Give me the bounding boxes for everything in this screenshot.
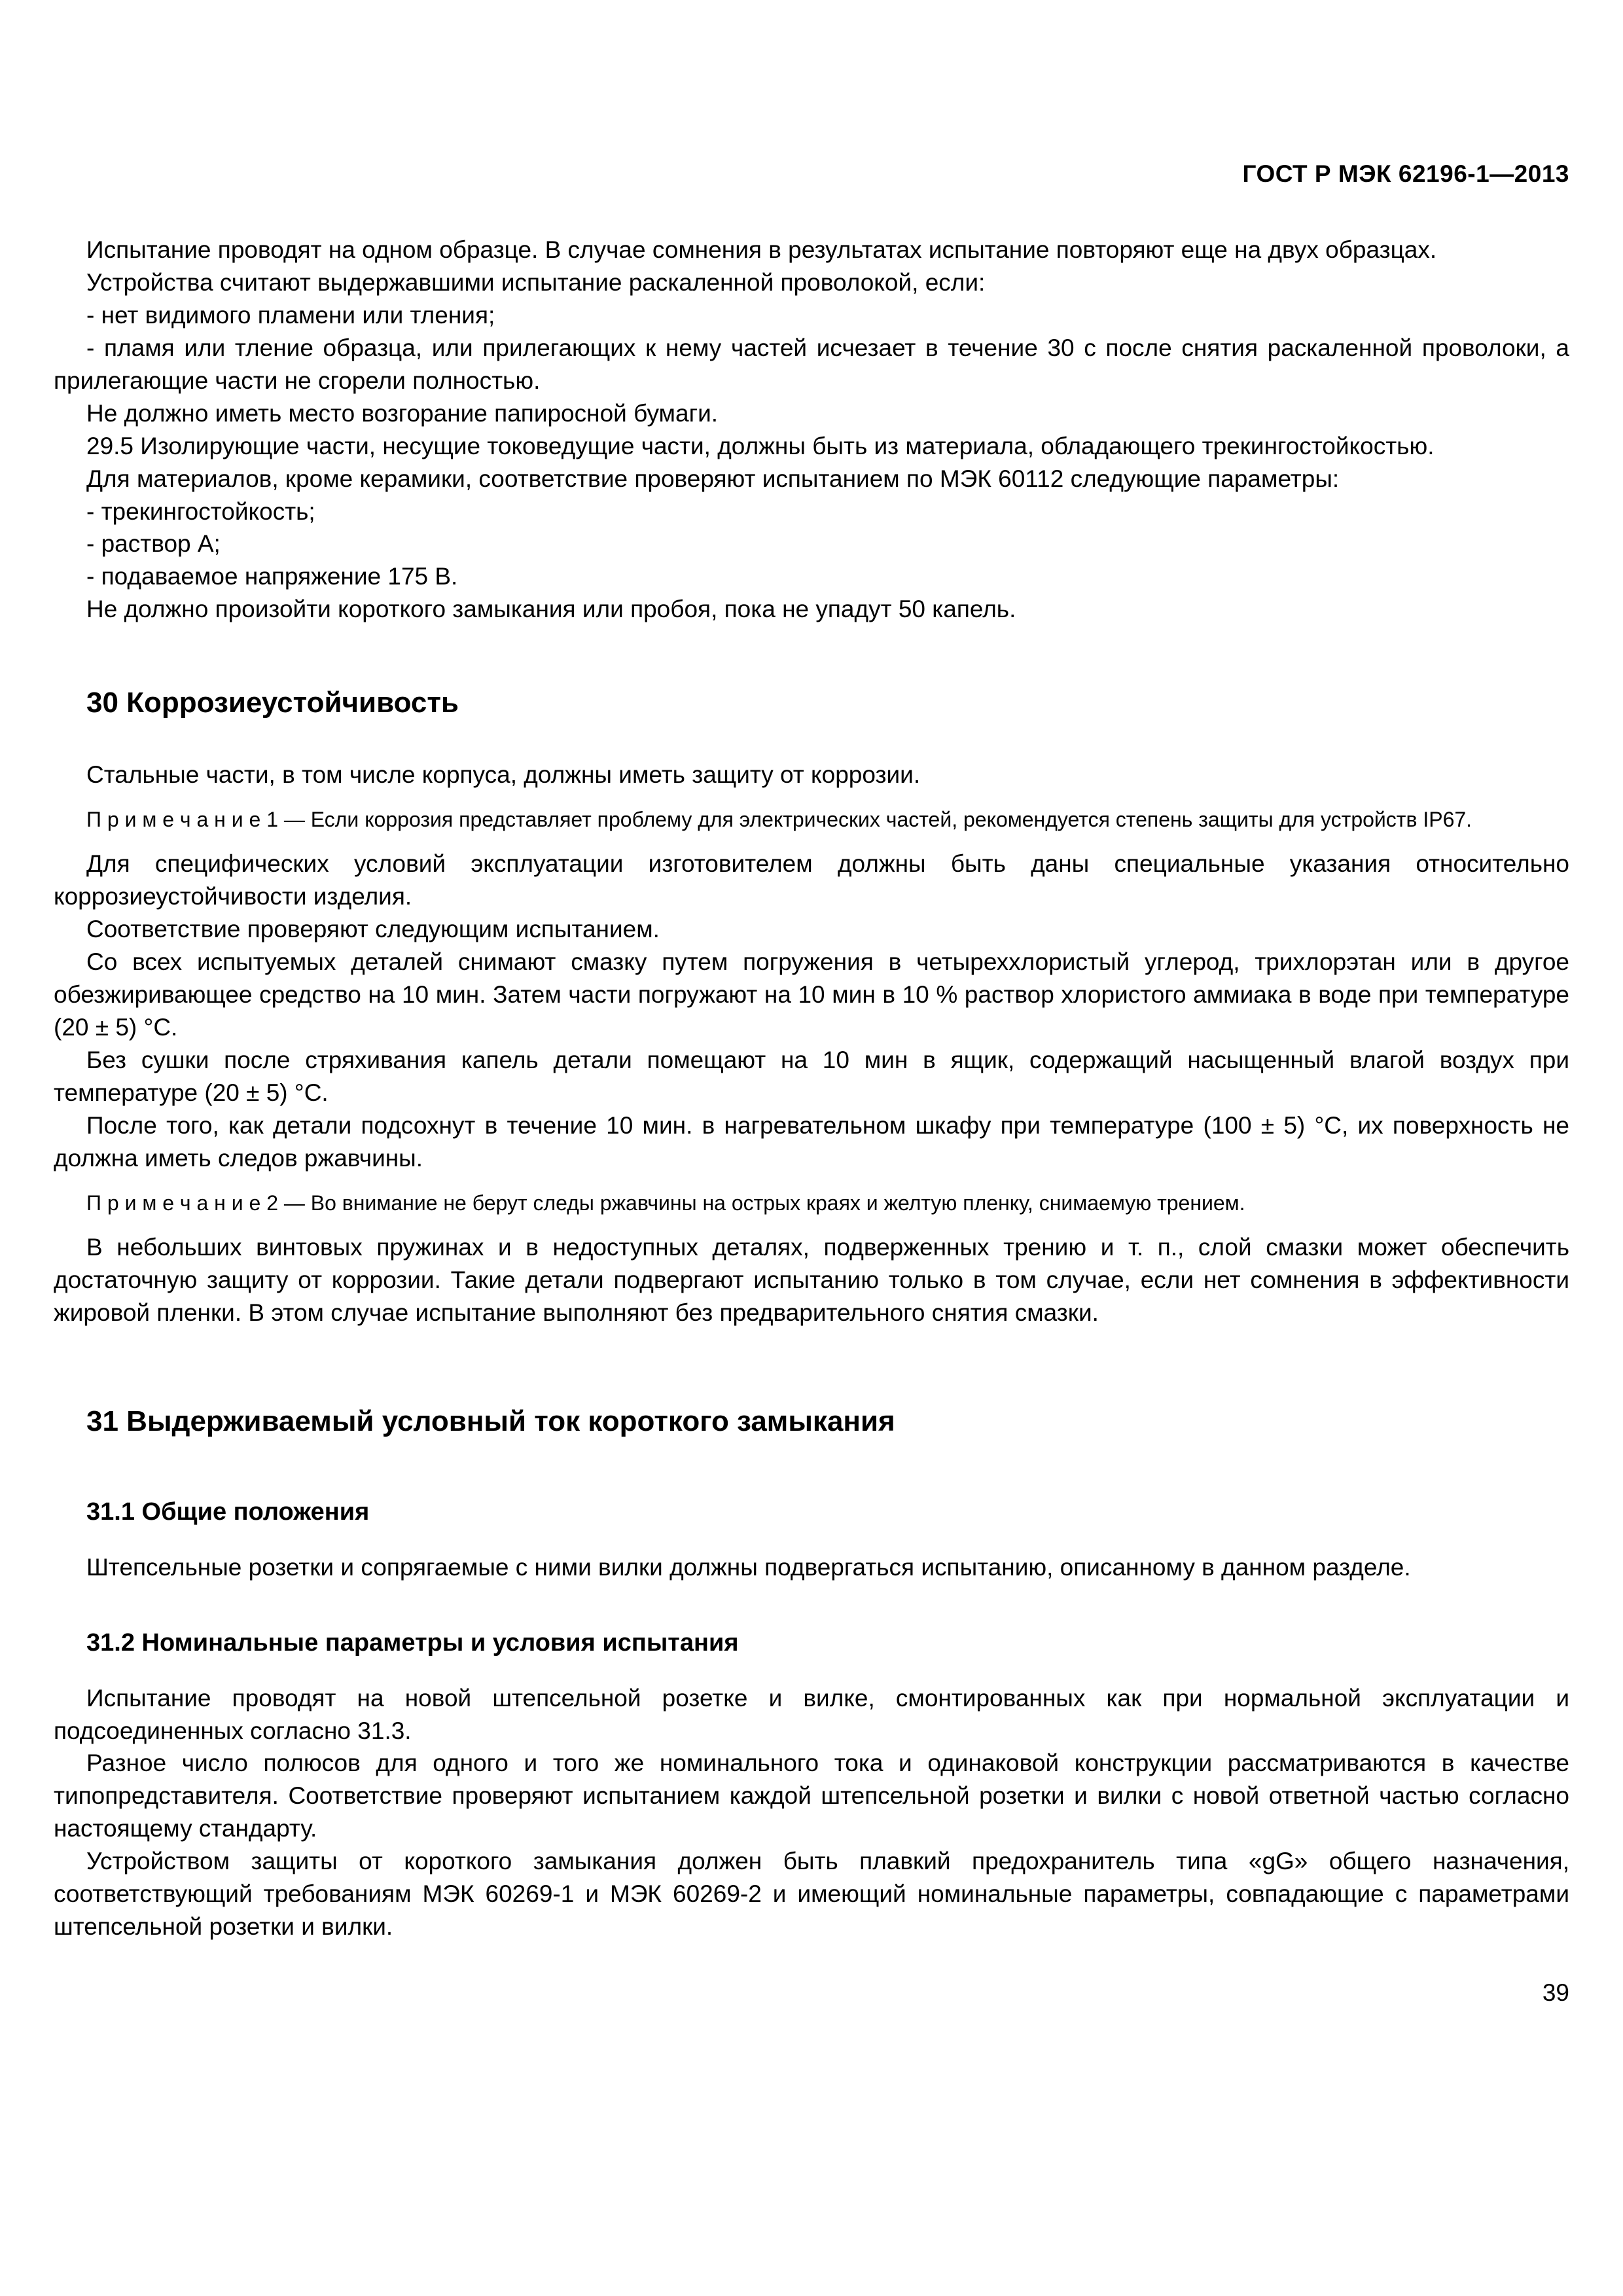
- document-code: ГОСТ Р МЭК 62196-1—2013: [1242, 160, 1569, 187]
- paragraph: Стальные части, в том числе корпуса, должны иметь защиту от коррозии.: [86, 761, 921, 789]
- paragraph: Разное число полюсов для одного и того же номинального тока и одинаковой конструкции рассматриваются в качестве типопредставителя. Соответствие проверяют испытанием каждой штепсельной розетки и вилки с новой ответной частью согласно настоящему стандарту.: [54, 1749, 1569, 1842]
- list-item: - нет видимого пламени или тления;: [86, 301, 495, 329]
- paragraph: Без сушки после стряхивания капель детали помещают на 10 мин в ящик, содержащий насыщенный влагой воздух при температуре (20 ± 5) °С.: [54, 1046, 1569, 1106]
- paragraph: Испытание проводят на одном образце. В случае сомнения в результатах испытание повторяют еще на двух образцах.: [86, 236, 1437, 263]
- paragraph: Не должно иметь место возгорание папиросной бумаги.: [86, 399, 719, 427]
- paragraph: После того, как детали подсохнут в течение 10 мин. в нагревательном шкафу при температуре (100 ± 5) °С, их поверхность не должна иметь следов ржавчины.: [54, 1111, 1569, 1172]
- paragraph: Для материалов, кроме керамики, соответствие проверяют испытанием по МЭК 60112 следующие параметры:: [86, 465, 1340, 492]
- page-number: 39: [1542, 1979, 1569, 2007]
- section-heading-31: 31 Выдерживаемый условный ток короткого замыкания: [86, 1405, 895, 1437]
- paragraph: Испытание проводят на новой штепсельной розетке и вилке, смонтированных как при нормальной эксплуатации и подсоединенных согласно 31.3.: [54, 1684, 1569, 1744]
- section-heading-30: 30 Коррозиеустойчивость: [86, 687, 459, 719]
- paragraph: Со всех испытуемых деталей снимают смазку путем погружения в четыреххлористый углерод, трихлорэтан или в другое обезжиривающее средство на 10 мин. Затем части погружают на 10 мин в 10 % раствор хлористого аммиака в воде при температуре (20 ± 5) °С.: [54, 948, 1569, 1041]
- list-item: - пламя или тление образца, или прилегающих к нему частей исчезает в течение 30 с после снятия раскаленной проволоки, а прилегающие части не сгорели полностью.: [54, 334, 1569, 394]
- list-item: - трекингостойкость;: [86, 497, 315, 525]
- paragraph: Для специфических условий эксплуатации изготовителем должны быть даны специальные указания относительно коррозиеустойчивости изделия.: [54, 850, 1569, 910]
- paragraph: Устройством защиты от короткого замыкания должен быть плавкий предохранитель типа «gG» общего назначения, соответствующий требованиям МЭК 60269-1 и МЭК 60269-2 и имеющий номинальные параметры, совпадающие с параметрами штепсельной розетки и вилки.: [54, 1848, 1569, 1941]
- subsection-heading-31-1: 31.1 Общие положения: [86, 1498, 370, 1526]
- paragraph: Штепсельные розетки и сопрягаемые с ними вилки должны подвергаться испытанию, описанному в данном разделе.: [86, 1554, 1411, 1581]
- subsection-heading-31-2: 31.2 Номинальные параметры и условия испытания: [86, 1628, 739, 1657]
- paragraph: Не должно произойти короткого замыкания или пробоя, пока не упадут 50 капель.: [86, 596, 1016, 623]
- list-item: - подаваемое напряжение 175 В.: [86, 563, 458, 590]
- paragraph-29-5: 29.5 Изолирующие части, несущие токоведущие части, должны быть из материала, обладающего трекингостойкостью.: [86, 432, 1435, 459]
- document-body: [54, 234, 1569, 1943]
- list-item: - раствор А;: [86, 530, 221, 558]
- document-header: [54, 160, 1569, 188]
- paragraph: Соответствие проверяют следующим испытанием.: [86, 916, 660, 943]
- paragraph: Устройства считают выдержавшими испытание раскаленной проволокой, если:: [86, 268, 986, 296]
- note-1: П р и м е ч а н и е 1 — Если коррозия представляет проблему для электрических частей, рекомендуется степень защиты для устройств IP67.: [86, 807, 1472, 831]
- note-2: П р и м е ч а н и е 2 — Во внимание не берут следы ржавчины на острых краях и желтую пленку, снимаемую трением.: [86, 1191, 1245, 1215]
- paragraph: В небольших винтовых пружинах и в недоступных деталях, подверженных трению и т. п., слой смазки может обеспечить достаточную защиту от коррозии. Такие детали подвергают испытанию только в том случае, если нет сомнения в эффективности жировой пленки. В этом случае испытание выполняют без предварительного снятия смазки.: [54, 1233, 1569, 1326]
